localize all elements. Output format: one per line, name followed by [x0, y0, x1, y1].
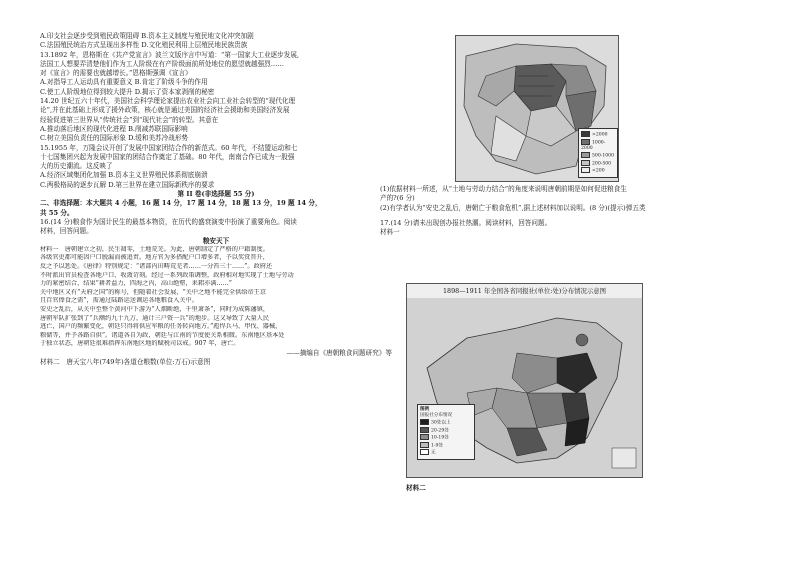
text-line: 材料，回答问题。 — [40, 227, 93, 236]
text-line: C.树立美国负责任的国际形象 D.缓和美苏冷战形势 — [40, 134, 189, 143]
text-line: 17.(14 分)请未出现创办报社热潮。阅读材料，回答问题。 — [380, 218, 552, 227]
text-line: 大的历史潮流。这反映了 — [40, 162, 113, 171]
text-line: 13.1892 年，恩格斯在《共产党宣言》波兰文版序言中写道：“第一国家大工业逐步发展, — [40, 50, 300, 59]
legend-subtitle: 国报社分布情况 — [420, 413, 453, 418]
legend-item: 30处以上 — [420, 419, 472, 427]
granary-map — [455, 35, 619, 182]
legend-item: 无 — [420, 449, 472, 457]
granary-legend-item: 1000-2000 — [581, 140, 606, 151]
text-line: 十七国集团兴起为发展中国家的团结合作奠定了基础。80 年代，南南合作已成为一股强 — [40, 152, 295, 161]
text-line: 且百官俸食之需”，需通过陆路运送调运各地粮食入关中。 — [40, 297, 198, 305]
legend-item: 10-19处 — [420, 434, 472, 442]
text-line: 论”,并在此基础上形成了援外政策，核心就是通过美国的经济社会援助和美国经济发展 — [40, 106, 290, 115]
text-line: 力的紧密结合，结果“耕者益力，四海之内，高山绝壑，耒耜亦满……” — [40, 280, 232, 288]
text-line: C.两极格局的逐步瓦解 D.第三世界在建立国际新秩序的要求 — [40, 180, 215, 189]
text-line: 安史之乱后，从关中至整个黄河中下游为“人烟断绝，千里萧条”，同时为成陈藩镇， — [40, 305, 270, 313]
granary-legend-item: >2000 — [581, 131, 615, 139]
text-line: 16.(14 分)粮食作为国计民生的最基本物资，在历代的盛衰演变中扮演了重要角色。阅读 — [40, 217, 297, 226]
text-line: 材料一 — [380, 228, 400, 237]
text-line: 逃亡，国户的频繁变化，朝廷只得将供应军粮的任务转向地方。”彪悍兵马、甲伐、器械， — [40, 323, 282, 331]
text-line: A.对指导工人运动具有重要意义 B.肯定了阶级斗争的作用 — [40, 78, 208, 87]
text-line: 法国工人想要弄清楚他们作为工人阶级在有产阶级面前所处地位的愿望就越强烈…… — [40, 59, 284, 68]
material-2-label-right: 材料二 — [406, 484, 426, 492]
text-line: 关中地区又有“天府之国”的称号，但随着社会发展，“关中之地不能完全供给帝王京 — [40, 288, 267, 296]
newspaper-map-title: 1898—1911 年全国各省同报社(单位:处)分布情况示意图 — [407, 284, 642, 299]
legend-title: 图例 — [420, 407, 430, 412]
text-line: 二、非选择题：本大题共 4 小题，16 题 14 分，17 题 14 分，18 题 13 分，19 题 14 分， — [40, 199, 322, 208]
text-line: C.使工人阶级地位得到较大提升 D.揭示了资本家剥削的秘密 — [40, 87, 215, 96]
granary-legend-item: 500-1000 — [581, 152, 615, 160]
text-line: C.法国殖民统治方式呈现出多样性 D.文化殖民利用上层殖民地民族贵族 — [40, 41, 248, 50]
citation: ——摘编自《唐朝粮食问题研究》等 — [286, 348, 392, 357]
text-line: A.印支社会逐步受到殖民政策阻碍 B.资本主义制度与殖民地文化冲突加剧 — [40, 32, 254, 40]
text-line: 对《宣言》的需要也就越增长。”恩格斯强调《宣言》 — [40, 69, 192, 78]
text-line: 经验促进第三世界从“传统社会”到“现代社会”的转型。其意在 — [40, 115, 219, 124]
question-16-subparts — [380, 185, 760, 213]
text-line: 14.20 世纪五六十年代，美国社会科学理论家提出农业社会向工业社会转型的“现代化理 — [40, 97, 296, 106]
granary-legend-item: 200-500 — [581, 160, 615, 168]
material-2-label: 材料二 唐天宝八年(749年)各道仓粮数(单位:万石)示意图 — [40, 358, 211, 367]
text-line: A.经济区域集团化加强 B.资本主义世界殖民体系彻底崩溃 — [40, 171, 208, 180]
text-line: 15.1955 年，万隆会议开创了发展中国家团结合作的新范式。60 年代，不结盟运动和七 — [40, 143, 298, 152]
granary-map-legend — [578, 128, 618, 178]
legend-item: 1-9处 — [420, 442, 472, 450]
newspaper-map-legend — [417, 404, 475, 460]
text-line: 共 55 分。 — [40, 208, 74, 217]
text-line: 唐朝军队扩张到了“兵额约九十九万，通计三户资一兵”的地步。这又导致了大量人民 — [40, 314, 270, 322]
left-column — [40, 32, 392, 368]
question-16-intro — [40, 218, 392, 237]
article-title: 粮安天下 — [202, 236, 230, 245]
section-2-instructions — [40, 199, 392, 218]
newspaper-map — [406, 283, 643, 478]
text-line: 各级官吏都可能因户口脱漏而被追责。地方官为多搭配户口增多者，予以奖赏晋升， — [40, 254, 269, 262]
material-1 — [40, 246, 392, 349]
section-title: 第 II 卷(非选择题 55 分) — [177, 190, 255, 199]
question-17-intro — [380, 219, 760, 238]
text-line: 于独立状态，唐朝廷很难指挥东南地区地的赋税司以戒。907 年，唐亡。 — [40, 340, 240, 348]
granary-legend-item: <200 — [581, 167, 615, 175]
legend-item: 20-29处 — [420, 427, 472, 435]
text-line: 反之予以惩处。《唐律》特别规定：“诸部内田畴荒芜者……一分笞三十……”。政府还 — [40, 263, 273, 271]
text-line: A.推动落后地区的现代化进程 B.削减苏联国际影响 — [40, 124, 188, 133]
right-questions — [380, 185, 760, 237]
text-line: 不时派出官员检查各地户口、收敛苛刻。经过一系列政策调整，政府相对地实现了土地与劳动 — [40, 271, 294, 279]
text-line: 产的?(6 分) — [380, 194, 415, 203]
text-line: 粮储等，并予各路自供”。诸道各自为政，朝廷与江南的节度使关系相微。东南地区基本处 — [40, 331, 285, 339]
question-block-13-15 — [40, 32, 392, 190]
text-line: (1)依据材料一所述，从“土地与劳动力结合”的角度来说明唐朝前期是如何促进粮食生 — [380, 185, 627, 193]
text-line: 材料一 唐朝建立之初，民生凋零，土地荒芜。为此，唐朝制定了严格的户籍制度。 — [40, 245, 269, 253]
text-line: (2)有学者认为“安史之乱后，唐朝亡于粮食危机”,据上述材料加以说明。(8 分)(提示)弹五类 — [380, 203, 646, 212]
